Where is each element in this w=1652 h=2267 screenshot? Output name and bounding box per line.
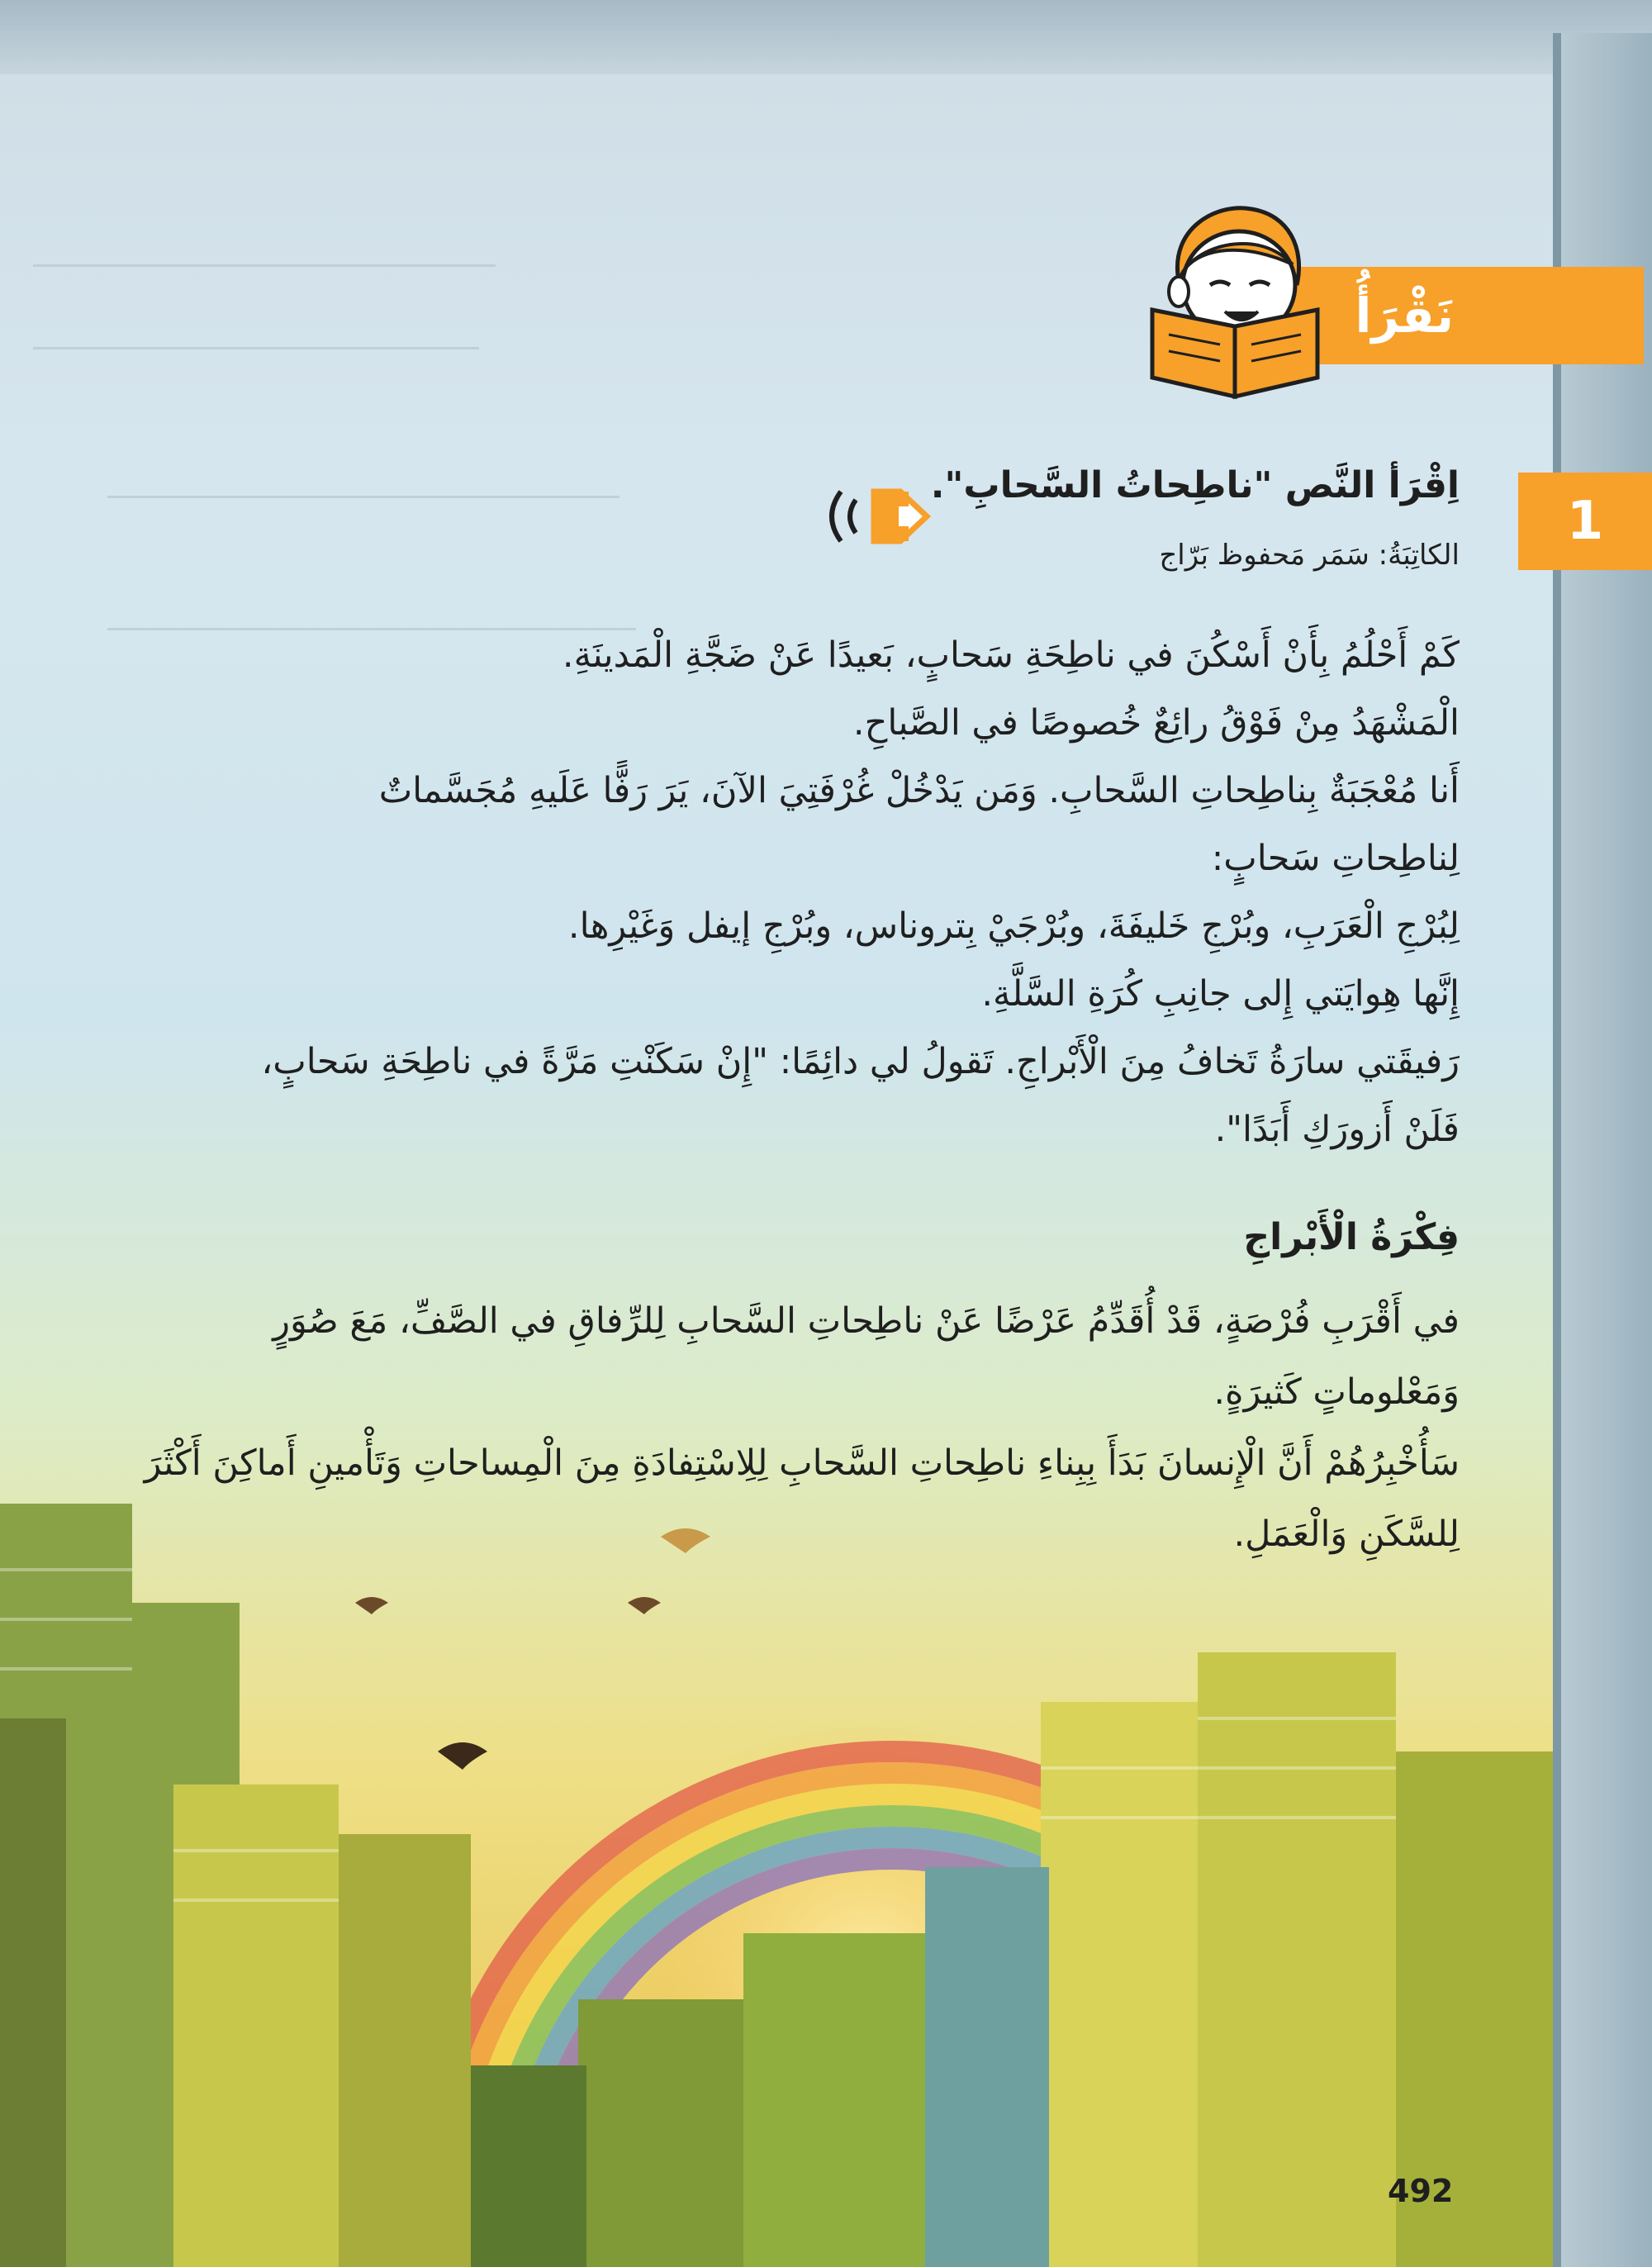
speaker-audio-icon[interactable] [826, 483, 933, 549]
story-line: إِنَّها هِوايَتي إِلى جانِبِ كُرَةِ السَّلَّةِ. [981, 973, 1460, 1015]
paragraph-line: سَأُخْبِرُهُمْ أَنَّ الْإِنسانَ بَدَأَ بِبِناءِ ناطِحاتِ السَّحابِ لِلِاسْتِفادَةِ مِنَ الْمِساحاتِ وَتَأْمينِ أَماكِنَ أَكْثَرَ [144, 1442, 1460, 1484]
story-line: الْمَشْهَدُ مِنْ فَوْقُ رائِعٌ خُصوصًا في الصَّباحِ. [852, 702, 1460, 744]
exercise-number: 1 [1518, 473, 1652, 570]
paragraph-line: وَمَعْلوماتٍ كَثيرَةٍ. [1213, 1371, 1460, 1413]
story-line: كَمْ أَحْلُمُ بِأَنْ أَسْكُنَ في ناطِحَةِ سَحابٍ، بَعيدًا عَنْ ضَجَّةِ الْمَدينَةِ. [562, 634, 1460, 676]
story-line: فَلَنْ أَزورَكِ أَبَدًا". [1214, 1109, 1460, 1150]
reading-child-icon [1127, 202, 1342, 401]
story-body [39, 621, 1460, 1163]
city-rainbow-illustration [0, 1404, 1652, 2267]
paragraph-line: لِلسَّكَنِ وَالْعَمَلِ. [1233, 1514, 1460, 1555]
show-through-line [107, 496, 620, 498]
show-through-line [33, 264, 496, 267]
page-number: 492 [1388, 2173, 1454, 2209]
story-line: أَنا مُعْجَبَةٌ بِناطِحاتِ السَّحابِ. وَمَن يَدْخُلْ غُرْفَتِيَ الآنَ، يَرَ رَفًّا عَلَيهِ مُجَسَّماتٌ [378, 770, 1460, 811]
show-through-line [33, 347, 479, 349]
section-title: نَقْرَأُ [1355, 288, 1454, 344]
reading-instruction: اِقْرَأ النَّص "ناطِحاتُ السَّحابِ". [930, 464, 1460, 506]
author-line: الكاتِبَةُ: سَمَر مَحفوظ بَرّاج [1159, 539, 1460, 572]
story-line: لِبُرْجِ الْعَرَبِ، وبُرْجِ خَليفَةَ، وبُرْجَيْ بِتروناس، وبُرْجِ إيفل وَغَيْرِها. [567, 905, 1460, 947]
story-line: رَفيقَتي سارَةُ تَخافُ مِنَ الْأَبْراجِ. تَقولُ لي دائِمًا: "إِنْ سَكَنْتِ مَرَّةً في ناطِحَةِ سَحابٍ، [261, 1041, 1460, 1082]
story-line: لِناطِحاتِ سَحابٍ: [1211, 838, 1460, 879]
top-frame [0, 0, 1652, 74]
subheading: فِكْرَةُ الْأَبْراجِ [1243, 1216, 1460, 1258]
paragraph-line: في أَقْرَبِ فُرْصَةٍ، قَدْ أُقَدِّمُ عَرْضًا عَنْ ناطِحاتِ السَّحابِ لِلرِّفاقِ في الصَّفِّ، مَعَ صُوَرٍ [273, 1300, 1460, 1342]
